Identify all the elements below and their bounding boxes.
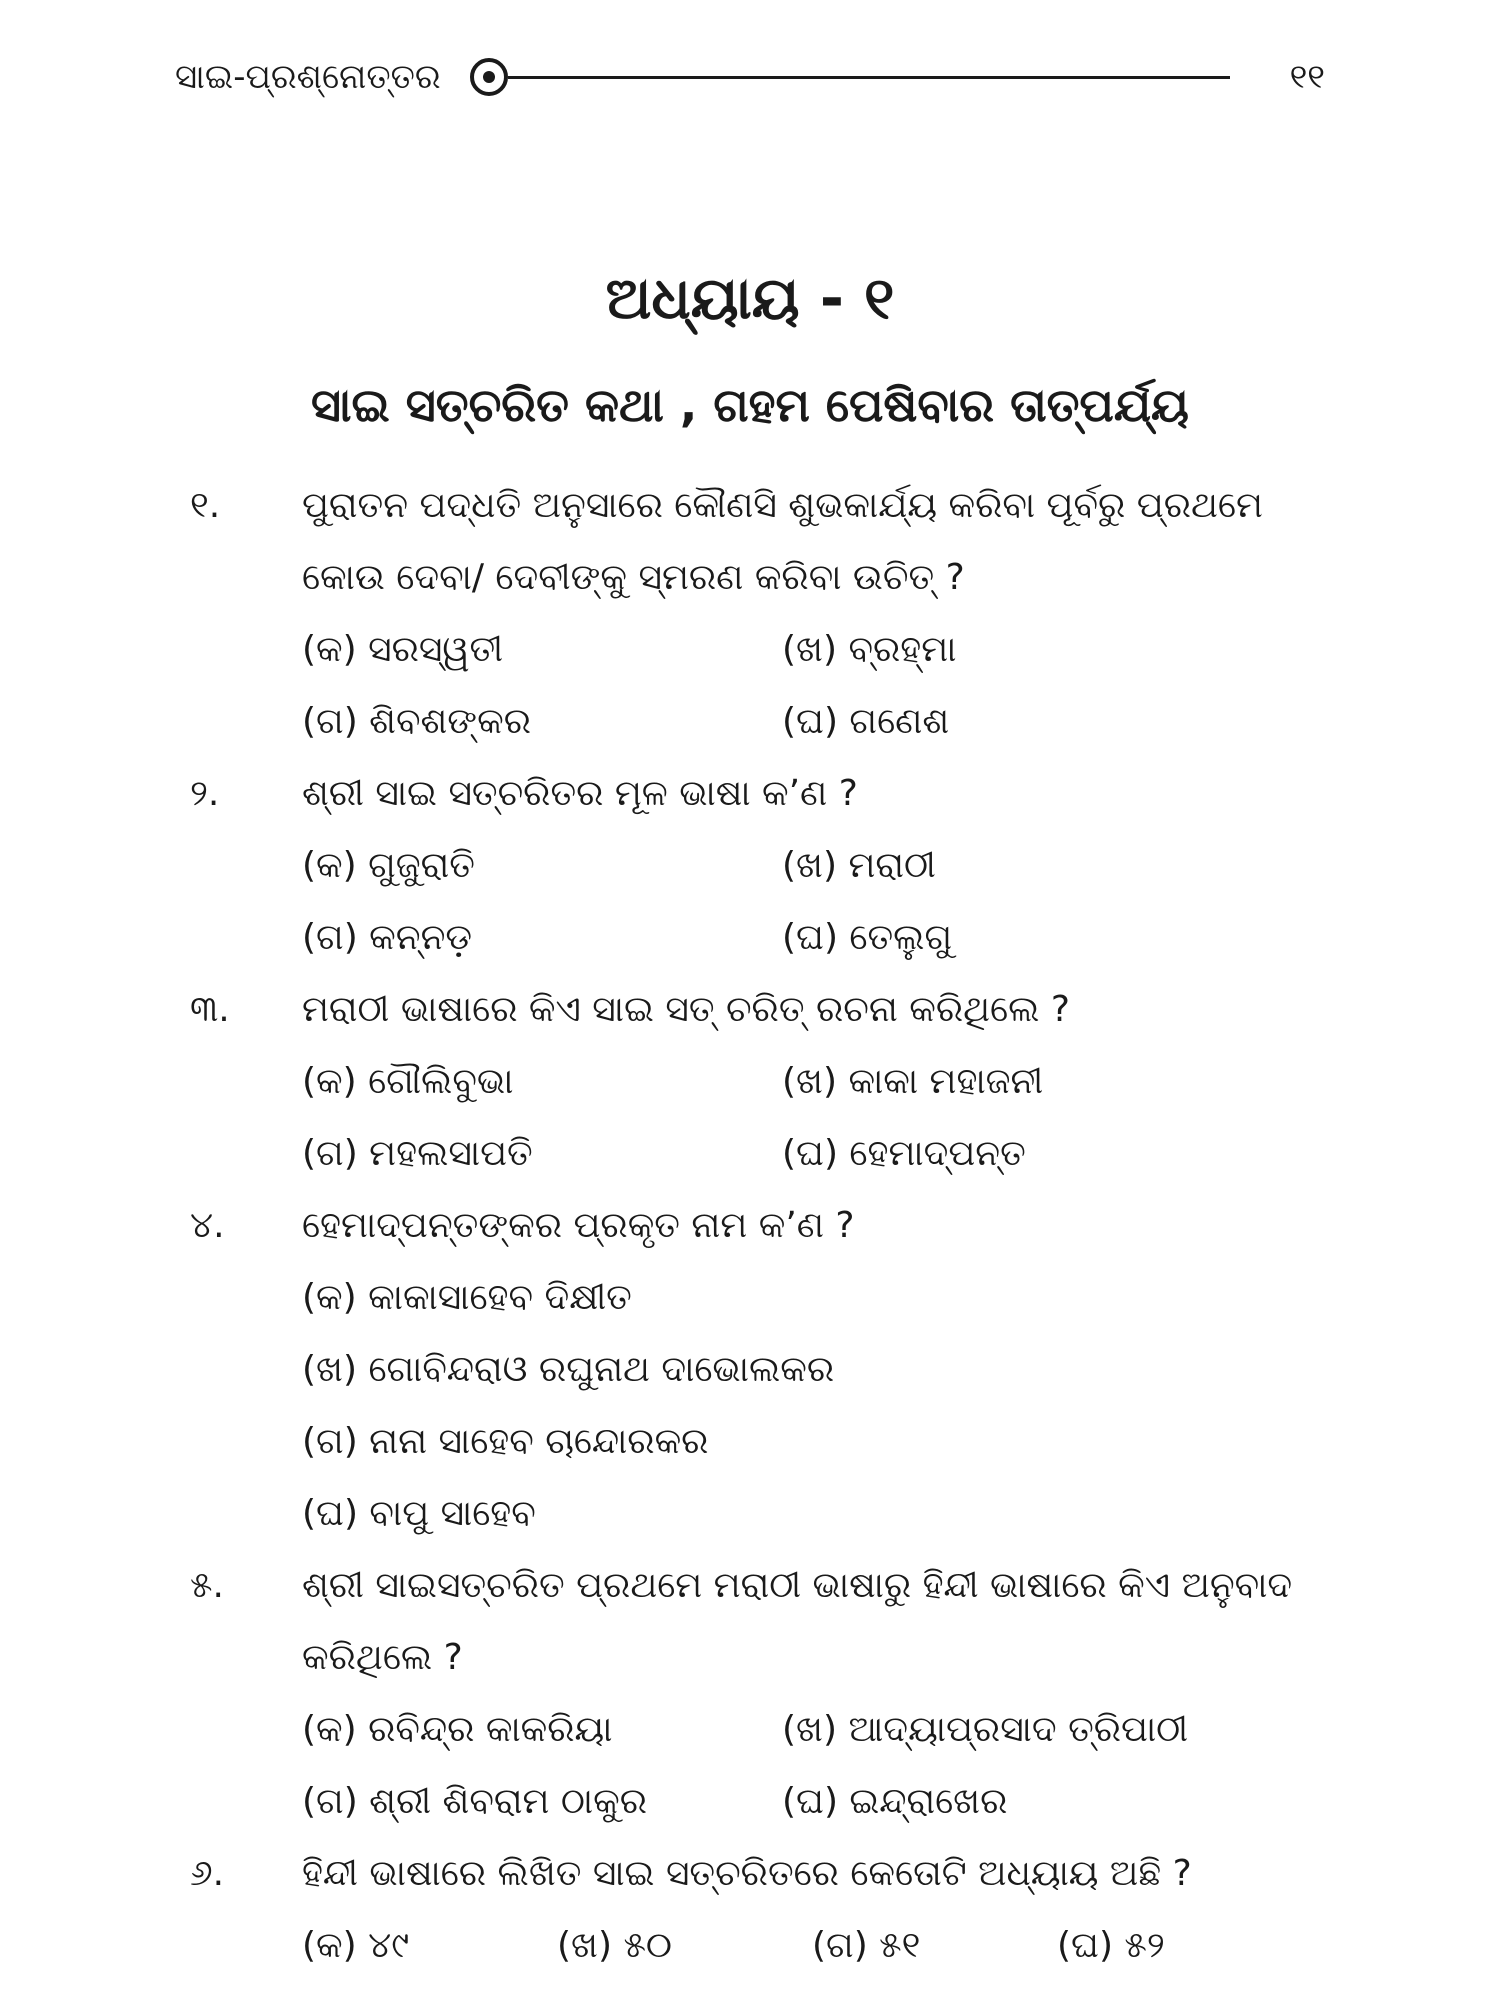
question-text: ପୁରାତନ ପଦ୍ଧତି ଅନୁସାରେ କୌଣସି ଶୁଭକାର୍ଯ୍ୟ କରିବା ପୂର୍ବରୁ ପ୍ରଥମେ କୋଉ ଦେବା/ ଦେବୀଙ୍କୁ ସ୍ମରଣ କରିବା ଉଚିତ୍ ?: [302, 485, 1263, 598]
option-kha: (ଖ) ମରାଠୀ: [782, 845, 936, 886]
option-list: [302, 1262, 1340, 1550]
chapter-subtitle: ସାଇ ସତ୍‌ଚରିତ କଥା , ଗହମ ପେଷିବାର ତାତ୍ପର୍ଯ୍ୟ: [311, 378, 1189, 432]
option-ka: (କ) କାକାସାହେବ ଦିକ୍ଷୀତ: [302, 1277, 632, 1318]
option-ka: (କ) ରବିନ୍ଦ୍ର କାକରିୟା: [302, 1709, 613, 1750]
header-rule: [508, 76, 1230, 79]
header-ornament-icon: [470, 58, 508, 96]
question-number: ୧.: [190, 485, 221, 526]
option-ga: (ଗ) ନାନା ସାହେବ ଚାନ୍ଦୋରକର: [302, 1421, 709, 1462]
question-5: [190, 1550, 1340, 1838]
option-gha: (ଘ) ୫୨: [1057, 1925, 1165, 1966]
option-list: [302, 614, 1340, 758]
question-number: ୩.: [190, 989, 230, 1030]
question-text: ହିନ୍ଦୀ ଭାଷାରେ ଲିଖିତ ସାଇ ସତ୍‌ଚରିତରେ କେତୋଟି ଅଧ୍ୟାୟ ଅଛି ?: [302, 1853, 1192, 1894]
question-text: ଶ୍ରୀ ସାଇ ସତ୍‌ଚରିତର ମୂଳ ଭାଷା କ’ଣ ?: [302, 773, 858, 814]
question-4: [190, 1190, 1340, 1550]
question-number: ୫.: [190, 1565, 224, 1606]
question-text: ଶ୍ରୀ ସାଇସତ୍‌ଚରିତ ପ୍ରଥମେ ମରାଠୀ ଭାଷାରୁ ହିନ୍ଦୀ ଭାଷାରେ କିଏ ଅନୁବାଦ କରିଥିଲେ ?: [302, 1565, 1293, 1678]
option-ka: (କ) ଗୁଜୁରାତି: [302, 845, 475, 886]
option-gha: (ଘ) ଇନ୍ଦ୍ରାଖେର: [782, 1781, 1008, 1822]
running-title: ସାଇ-ପ୍ରଶ୍ନୋତ୍ତର: [175, 57, 441, 97]
question-number: ୬.: [190, 1853, 225, 1894]
option-ga: (ଗ) ଶ୍ରୀ ଶିବରାମ ଠାକୁର: [302, 1781, 647, 1822]
option-ka: (କ) ସରସ୍ୱତୀ: [302, 629, 504, 670]
option-kha: (ଖ) ୫୦: [557, 1925, 672, 1966]
question-number: ୪.: [190, 1205, 225, 1246]
option-ka: (କ) ଗୌଲିବୁଭା: [302, 1061, 514, 1102]
option-gha: (ଘ) ହେମାଦ୍‌ପନ୍ତ: [782, 1133, 1026, 1174]
option-list: [302, 830, 1340, 974]
option-gha: (ଘ) ଗଣେଶ: [782, 701, 950, 742]
option-list: [302, 1046, 1340, 1190]
option-ga: (ଗ) ମହଲସାପତି: [302, 1133, 533, 1174]
running-header: [175, 52, 1325, 102]
chapter-title: ଅଧ୍ୟାୟ - ୧: [605, 264, 895, 332]
question-number: ୨.: [190, 773, 220, 814]
option-ga: (ଗ) ଶିବଶଙ୍କର: [302, 701, 532, 742]
option-kha: (ଖ) ଗୋବିନ୍ଦରାଓ ରଘୁନାଥ ଦାଭୋଲକର: [302, 1349, 835, 1390]
question-text: ହେମାଦ୍‌ପନ୍ତଙ୍କର ପ୍ରକୃତ ନାମ କ’ଣ ?: [302, 1205, 855, 1246]
question-1: [190, 470, 1340, 758]
option-kha: (ଖ) ଆଦ୍ୟାପ୍ରସାଦ ତ୍ରିପାଠୀ: [782, 1709, 1189, 1750]
question-3: [190, 974, 1340, 1190]
option-kha: (ଖ) କାକା ମହାଜନୀ: [782, 1061, 1044, 1102]
option-ga: (ଗ) କନ୍ନଡ଼: [302, 917, 473, 958]
question-6: [190, 1838, 1340, 1982]
question-2: [190, 758, 1340, 974]
option-ga: (ଗ) ୫୧: [812, 1925, 921, 1966]
page-number: ୧୧: [1289, 57, 1325, 97]
option-list: [302, 1910, 1340, 1982]
option-kha: (ଖ) ବ୍ରହ୍ମା: [782, 629, 957, 670]
option-gha: (ଘ) ତେଲୁଗୁ: [782, 917, 953, 958]
option-list: [302, 1694, 1340, 1838]
question-list: [190, 470, 1340, 1982]
option-gha: (ଘ) ବାପୁ ସାହେବ: [302, 1493, 536, 1534]
question-text: ମରାଠୀ ଭାଷାରେ କିଏ ସାଇ ସତ୍ ଚରିତ୍ ରଚନା କରିଥିଲେ ?: [302, 989, 1070, 1030]
option-ka: (କ) ୪୯: [302, 1925, 410, 1966]
